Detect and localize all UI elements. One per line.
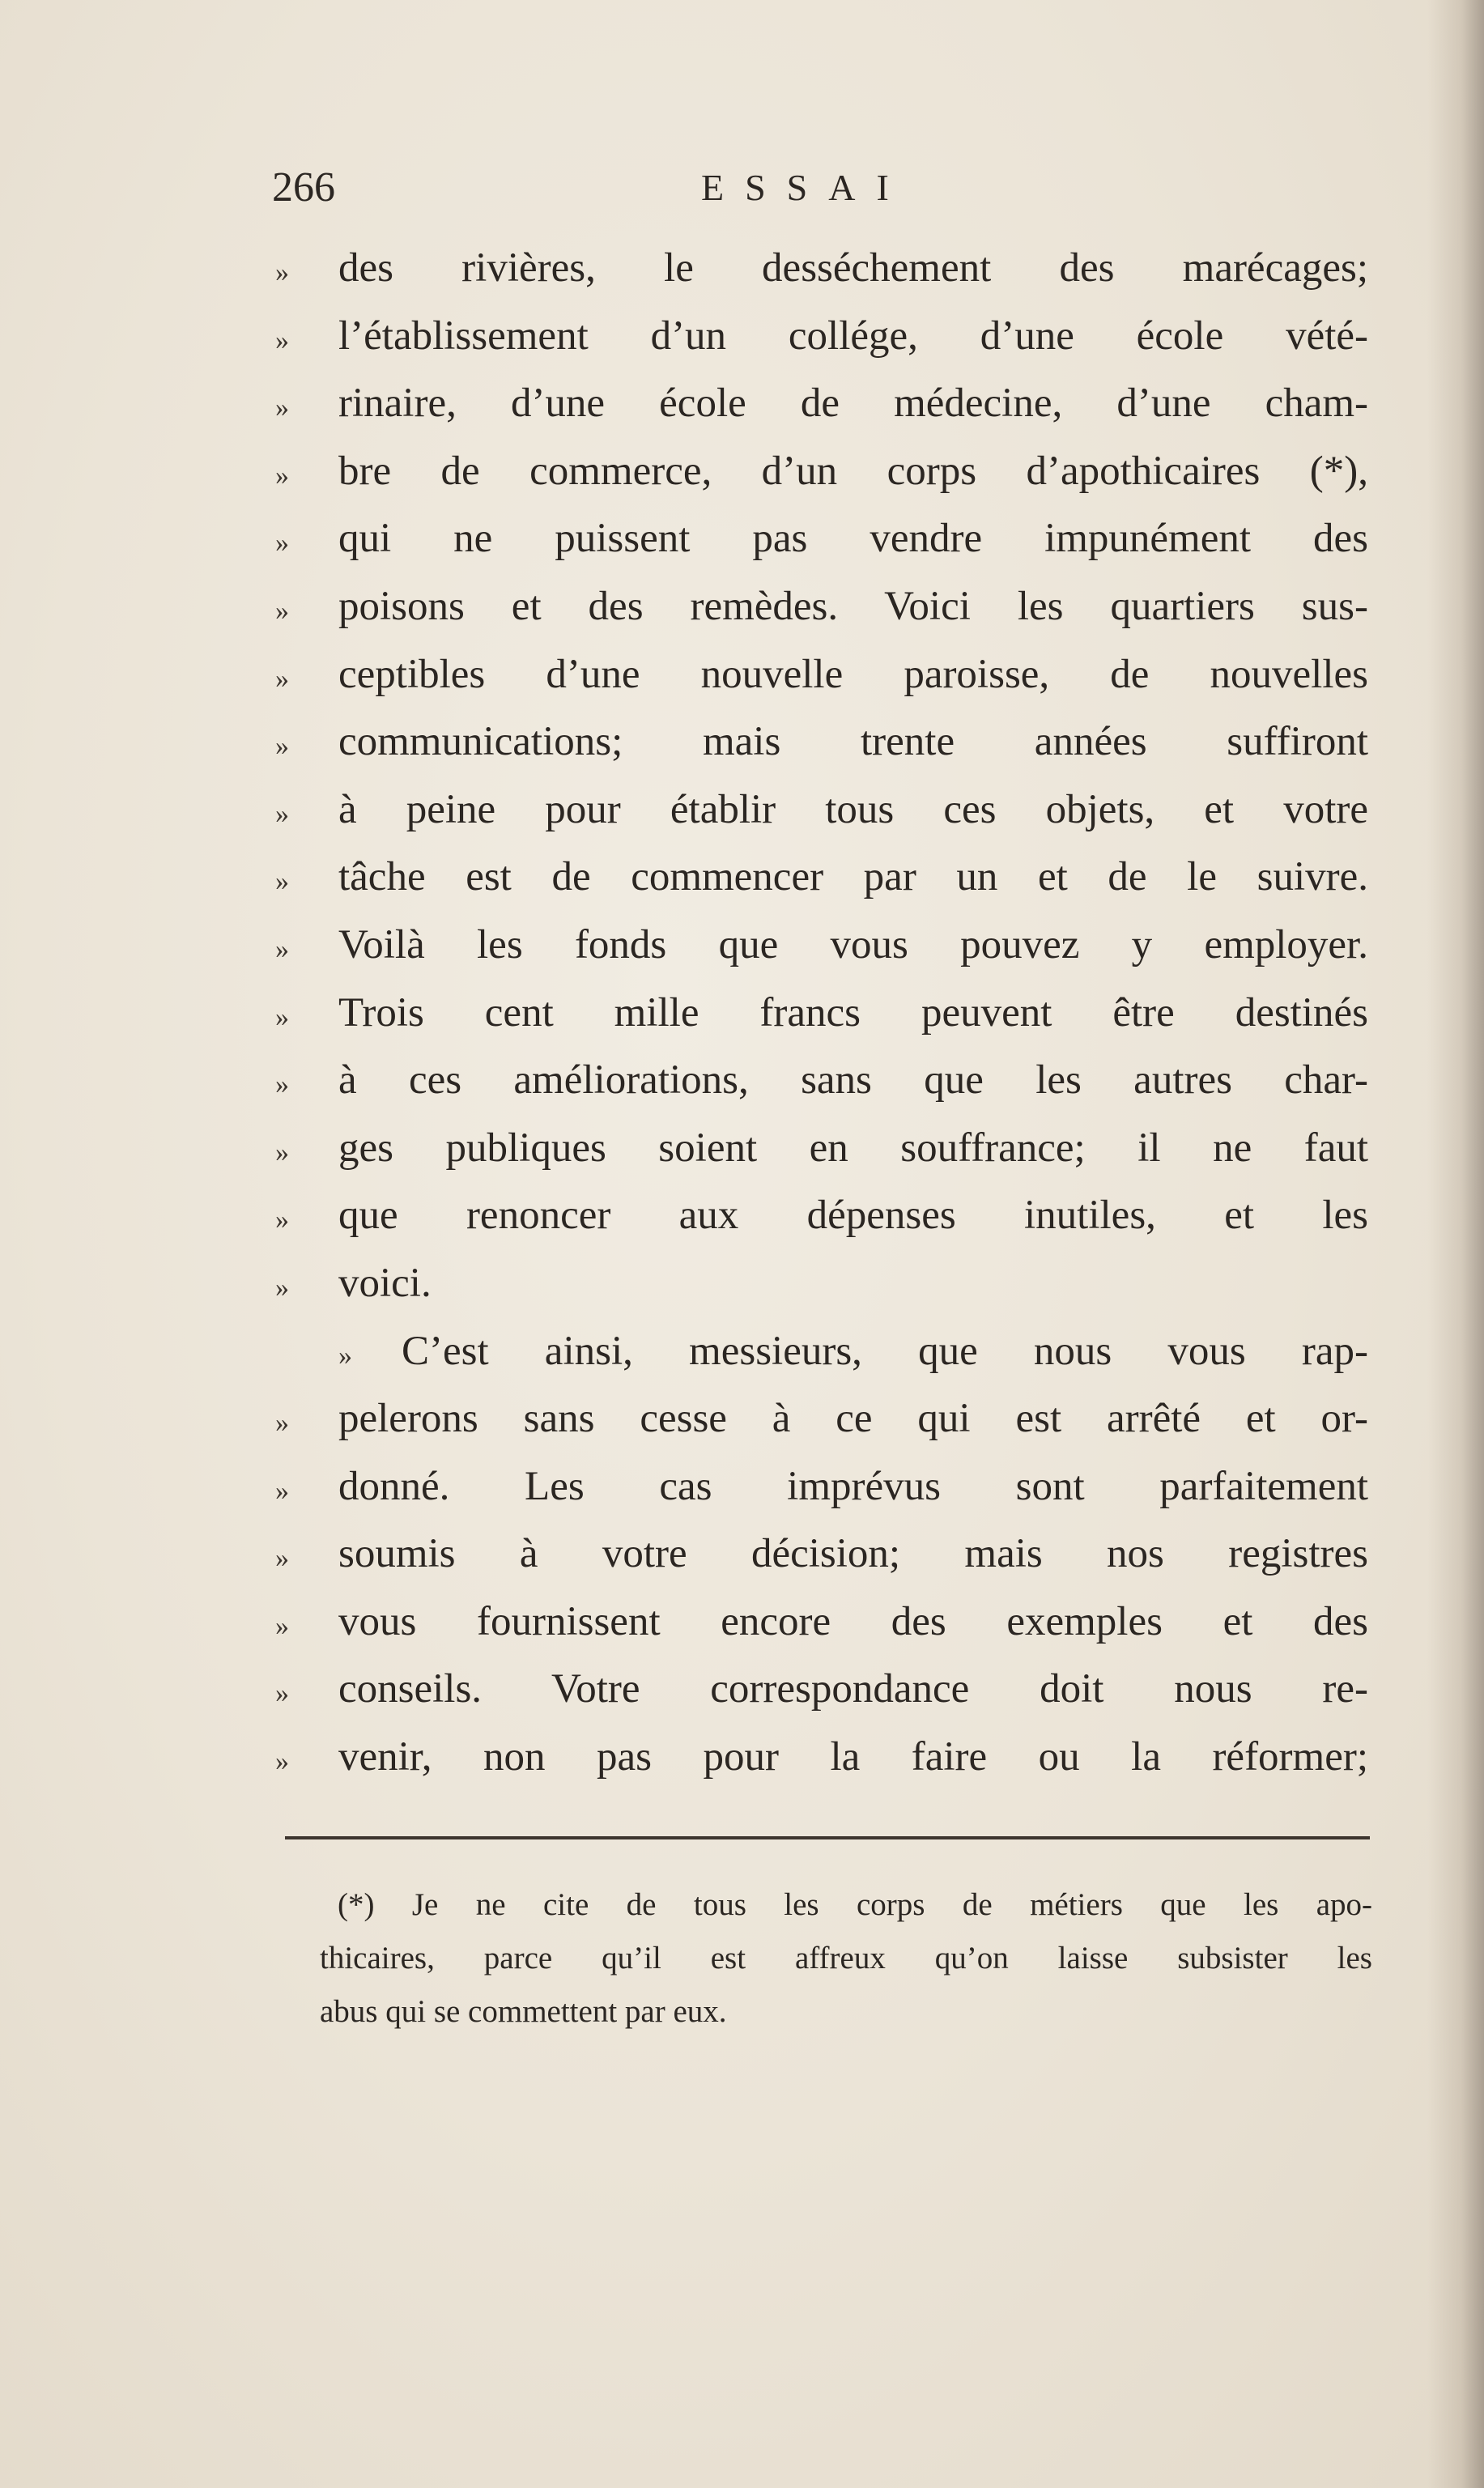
line-text: C’est ainsi, messieurs, que nous vous rap- bbox=[402, 1328, 1368, 1374]
line-text: des rivières, le desséchement des marécages; bbox=[338, 245, 1368, 291]
text-line bbox=[275, 980, 1368, 1048]
line-text: bre de commerce, d’un corps d’apothicaires (*), bbox=[338, 448, 1368, 494]
quote-mark: » bbox=[275, 325, 289, 355]
quote-mark: » bbox=[275, 1272, 289, 1303]
text-line bbox=[275, 1047, 1368, 1115]
quote-mark: » bbox=[275, 1746, 289, 1777]
text-line bbox=[275, 1318, 1368, 1386]
line-text: qui ne puissent pas vendre impunément des bbox=[338, 516, 1368, 562]
text-line bbox=[275, 1656, 1368, 1724]
line-text: conseils. Votre correspondance doit nous re- bbox=[338, 1666, 1368, 1712]
quote-mark: » bbox=[275, 1137, 289, 1167]
quote-mark: » bbox=[275, 1205, 289, 1235]
quote-mark: » bbox=[275, 1610, 289, 1641]
text-line bbox=[275, 708, 1368, 776]
text-line bbox=[275, 1182, 1368, 1250]
text-line bbox=[275, 505, 1368, 573]
text-line bbox=[275, 1588, 1368, 1657]
quote-mark: » bbox=[275, 528, 289, 559]
quote-mark: » bbox=[338, 1340, 352, 1371]
main-text bbox=[275, 235, 1368, 1792]
line-text: soumis à votre décision; mais nos registres bbox=[338, 1531, 1368, 1577]
line-text: ges publiques soient en souffrance; il ne faut bbox=[338, 1125, 1368, 1171]
text-line bbox=[275, 1520, 1368, 1588]
quote-mark: » bbox=[275, 934, 289, 964]
line-text: tâche est de commencer par un et de le suivre. bbox=[338, 854, 1368, 900]
line-text: vous fournissent encore des exemples et des bbox=[338, 1598, 1368, 1644]
quote-mark: » bbox=[275, 731, 289, 762]
line-text: l’établissement d’un collége, d’une école vété- bbox=[338, 313, 1368, 359]
quote-mark: » bbox=[275, 1408, 289, 1439]
page-header bbox=[272, 155, 1365, 220]
text-line bbox=[275, 1724, 1368, 1792]
quote-mark: » bbox=[275, 393, 289, 423]
page-number: 266 bbox=[272, 164, 335, 211]
text-line bbox=[275, 1115, 1368, 1183]
quote-mark: » bbox=[275, 866, 289, 897]
text-line bbox=[275, 303, 1368, 371]
quote-mark: » bbox=[275, 460, 289, 491]
text-line bbox=[275, 1250, 1368, 1318]
text-line bbox=[275, 1453, 1368, 1521]
line-text: à peine pour établir tous ces objets, et votre bbox=[338, 786, 1368, 832]
running-title: ESSAI bbox=[701, 167, 910, 208]
quote-mark: » bbox=[275, 1543, 289, 1574]
text-line bbox=[275, 235, 1368, 303]
footnote bbox=[320, 1878, 1372, 2039]
line-text: venir, non pas pour la faire ou la réformer; bbox=[338, 1734, 1368, 1780]
quote-mark: » bbox=[275, 1002, 289, 1032]
quote-mark: » bbox=[275, 1070, 289, 1100]
line-text: donné. Les cas imprévus sont parfaitement bbox=[338, 1463, 1368, 1509]
quote-mark: » bbox=[275, 1475, 289, 1506]
line-text: Trois cent mille francs peuvent être destinés bbox=[338, 989, 1368, 1036]
text-line bbox=[275, 776, 1368, 844]
footnote-divider bbox=[285, 1836, 1370, 1839]
line-text: Voilà les fonds que vous pouvez y employer. bbox=[338, 921, 1368, 968]
line-text: communications; mais trente années suffiront bbox=[338, 719, 1368, 765]
quote-mark: » bbox=[275, 1678, 289, 1709]
footnote-line: abus qui se commettent par eux. bbox=[320, 1994, 727, 2029]
text-line bbox=[275, 844, 1368, 912]
footnote-line: thicaires, parce qu’il est affreux qu’on laisse subsister les bbox=[320, 1941, 1372, 1976]
page-edge-shadow bbox=[1427, 0, 1484, 2488]
quote-mark: » bbox=[275, 595, 289, 626]
text-line bbox=[275, 438, 1368, 506]
line-text: rinaire, d’une école de médecine, d’une cham- bbox=[338, 381, 1368, 427]
text-line bbox=[275, 912, 1368, 980]
text-line bbox=[275, 1385, 1368, 1453]
line-text: poisons et des remèdes. Voici les quartiers sus- bbox=[338, 583, 1368, 629]
line-text: que renoncer aux dépenses inutiles, et les bbox=[338, 1193, 1368, 1239]
quote-mark: » bbox=[275, 798, 289, 829]
quote-mark: » bbox=[275, 257, 289, 287]
line-text: à ces améliorations, sans que les autres char- bbox=[338, 1057, 1368, 1104]
text-line bbox=[275, 370, 1368, 438]
quote-mark: » bbox=[275, 663, 289, 694]
text-line bbox=[275, 573, 1368, 641]
line-text: voici. bbox=[338, 1260, 432, 1306]
text-line bbox=[275, 641, 1368, 709]
footnote-line: (*) Je ne cite de tous les corps de métiers que les apo- bbox=[338, 1887, 1372, 1922]
line-text: ceptibles d’une nouvelle paroisse, de nouvelles bbox=[338, 651, 1368, 697]
line-text: pelerons sans cesse à ce qui est arrêté et or- bbox=[338, 1396, 1368, 1442]
